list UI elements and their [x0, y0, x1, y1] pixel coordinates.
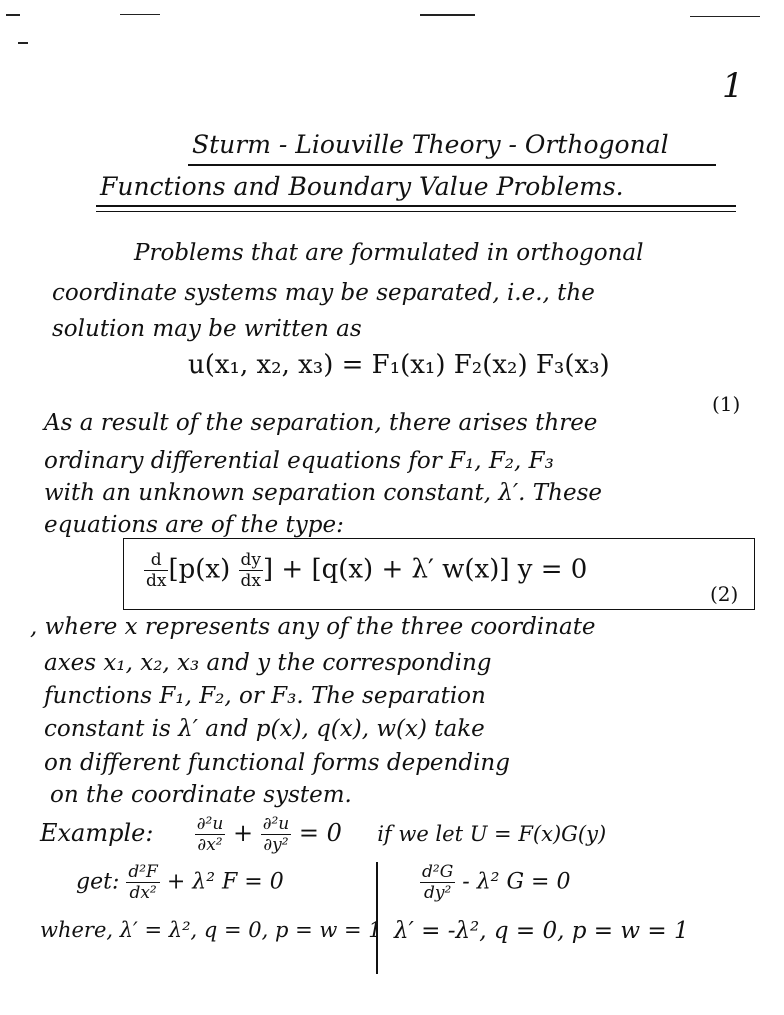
scan-mark	[120, 14, 160, 15]
get-right-fraction: $\frac{\text{d²G}}{\text{dy²}}$	[422, 862, 454, 903]
paragraph-1-line: solution may be written as	[52, 316, 362, 342]
paragraph-3-line: axes x₁, x₂, x₃ and y the corresponding	[44, 650, 492, 676]
scan-mark	[690, 16, 760, 17]
example-term-2: $\frac{\text{∂²u}}{\text{∂y²}}$	[262, 814, 290, 855]
title-line-2: Functions and Boundary Value Problems.	[100, 172, 624, 201]
equation-1-number: (1)	[712, 392, 741, 416]
equation-2	[144, 550, 587, 591]
example-condition: if we let U = F(x)G(y)	[377, 822, 607, 846]
paragraph-2-line: with an unknown separation constant, λ′. These	[44, 480, 602, 506]
paragraph-1-line: Problems that are formulated in orthogonal	[134, 240, 644, 266]
scan-mark	[420, 14, 475, 16]
example-term-1: $\frac{\text{∂²u}}{\text{∂x²}}$	[196, 814, 224, 855]
paragraph-3-line: functions F₁, F₂, or F₃. The separation	[44, 683, 486, 709]
paragraph-3-line: on the coordinate system.	[50, 782, 352, 808]
scan-mark	[6, 14, 20, 16]
example-plus: +	[232, 819, 254, 847]
paragraph-3-line: , where x represents any of the three coordinate	[30, 614, 596, 640]
get-left	[76, 862, 284, 903]
title-underline	[188, 164, 716, 166]
paragraph-2-line: As a result of the separation, there arises three	[44, 410, 598, 436]
where-right: λ′ = -λ², q = 0, p = w = 1	[394, 918, 689, 944]
equation-2-bracket: [p(x)	[168, 554, 231, 585]
title-underline	[96, 205, 736, 207]
example-equals-zero: = 0	[298, 819, 342, 847]
dy-dx-fraction: $\frac{dy}{dx}$	[240, 550, 261, 591]
paragraph-2-line: ordinary differential equations for F₁, F₂, F₃	[44, 448, 554, 474]
paragraph-2-line: equations are of the type:	[44, 512, 344, 538]
get-left-fraction: $\frac{\text{d²F}}{\text{dx²}}$	[128, 862, 158, 903]
page-number: 1	[722, 66, 744, 106]
example-row	[40, 814, 606, 855]
get-right-rest: - λ² G = 0	[462, 869, 571, 895]
paragraph-3-line: on different functional forms depending	[44, 750, 510, 776]
get-label: get:	[76, 869, 120, 895]
equation-2-number: (2)	[710, 582, 739, 606]
get-right	[420, 862, 570, 903]
where-left: where, λ′ = λ², q = 0, p = w = 1	[40, 918, 382, 942]
get-left-rest: + λ² F = 0	[166, 869, 284, 895]
equation-1: u(x₁, x₂, x₃) = F₁(x₁) F₂(x₂) F₃(x₃)	[188, 350, 610, 380]
scan-mark	[18, 42, 28, 44]
title-underline	[96, 211, 736, 212]
paragraph-3-line: constant is λ′ and p(x), q(x), w(x) take	[44, 716, 485, 742]
title-line-1: Sturm - Liouville Theory - Orthogonal	[192, 130, 669, 159]
equation-2-rest: ] + [q(x) + λ′ w(x)] y = 0	[263, 554, 588, 585]
example-label: Example:	[40, 819, 154, 847]
paragraph-1-line: coordinate systems may be separated, i.e., the	[52, 280, 595, 306]
derivative-operator: $\frac{d}{dx}$	[146, 550, 167, 591]
